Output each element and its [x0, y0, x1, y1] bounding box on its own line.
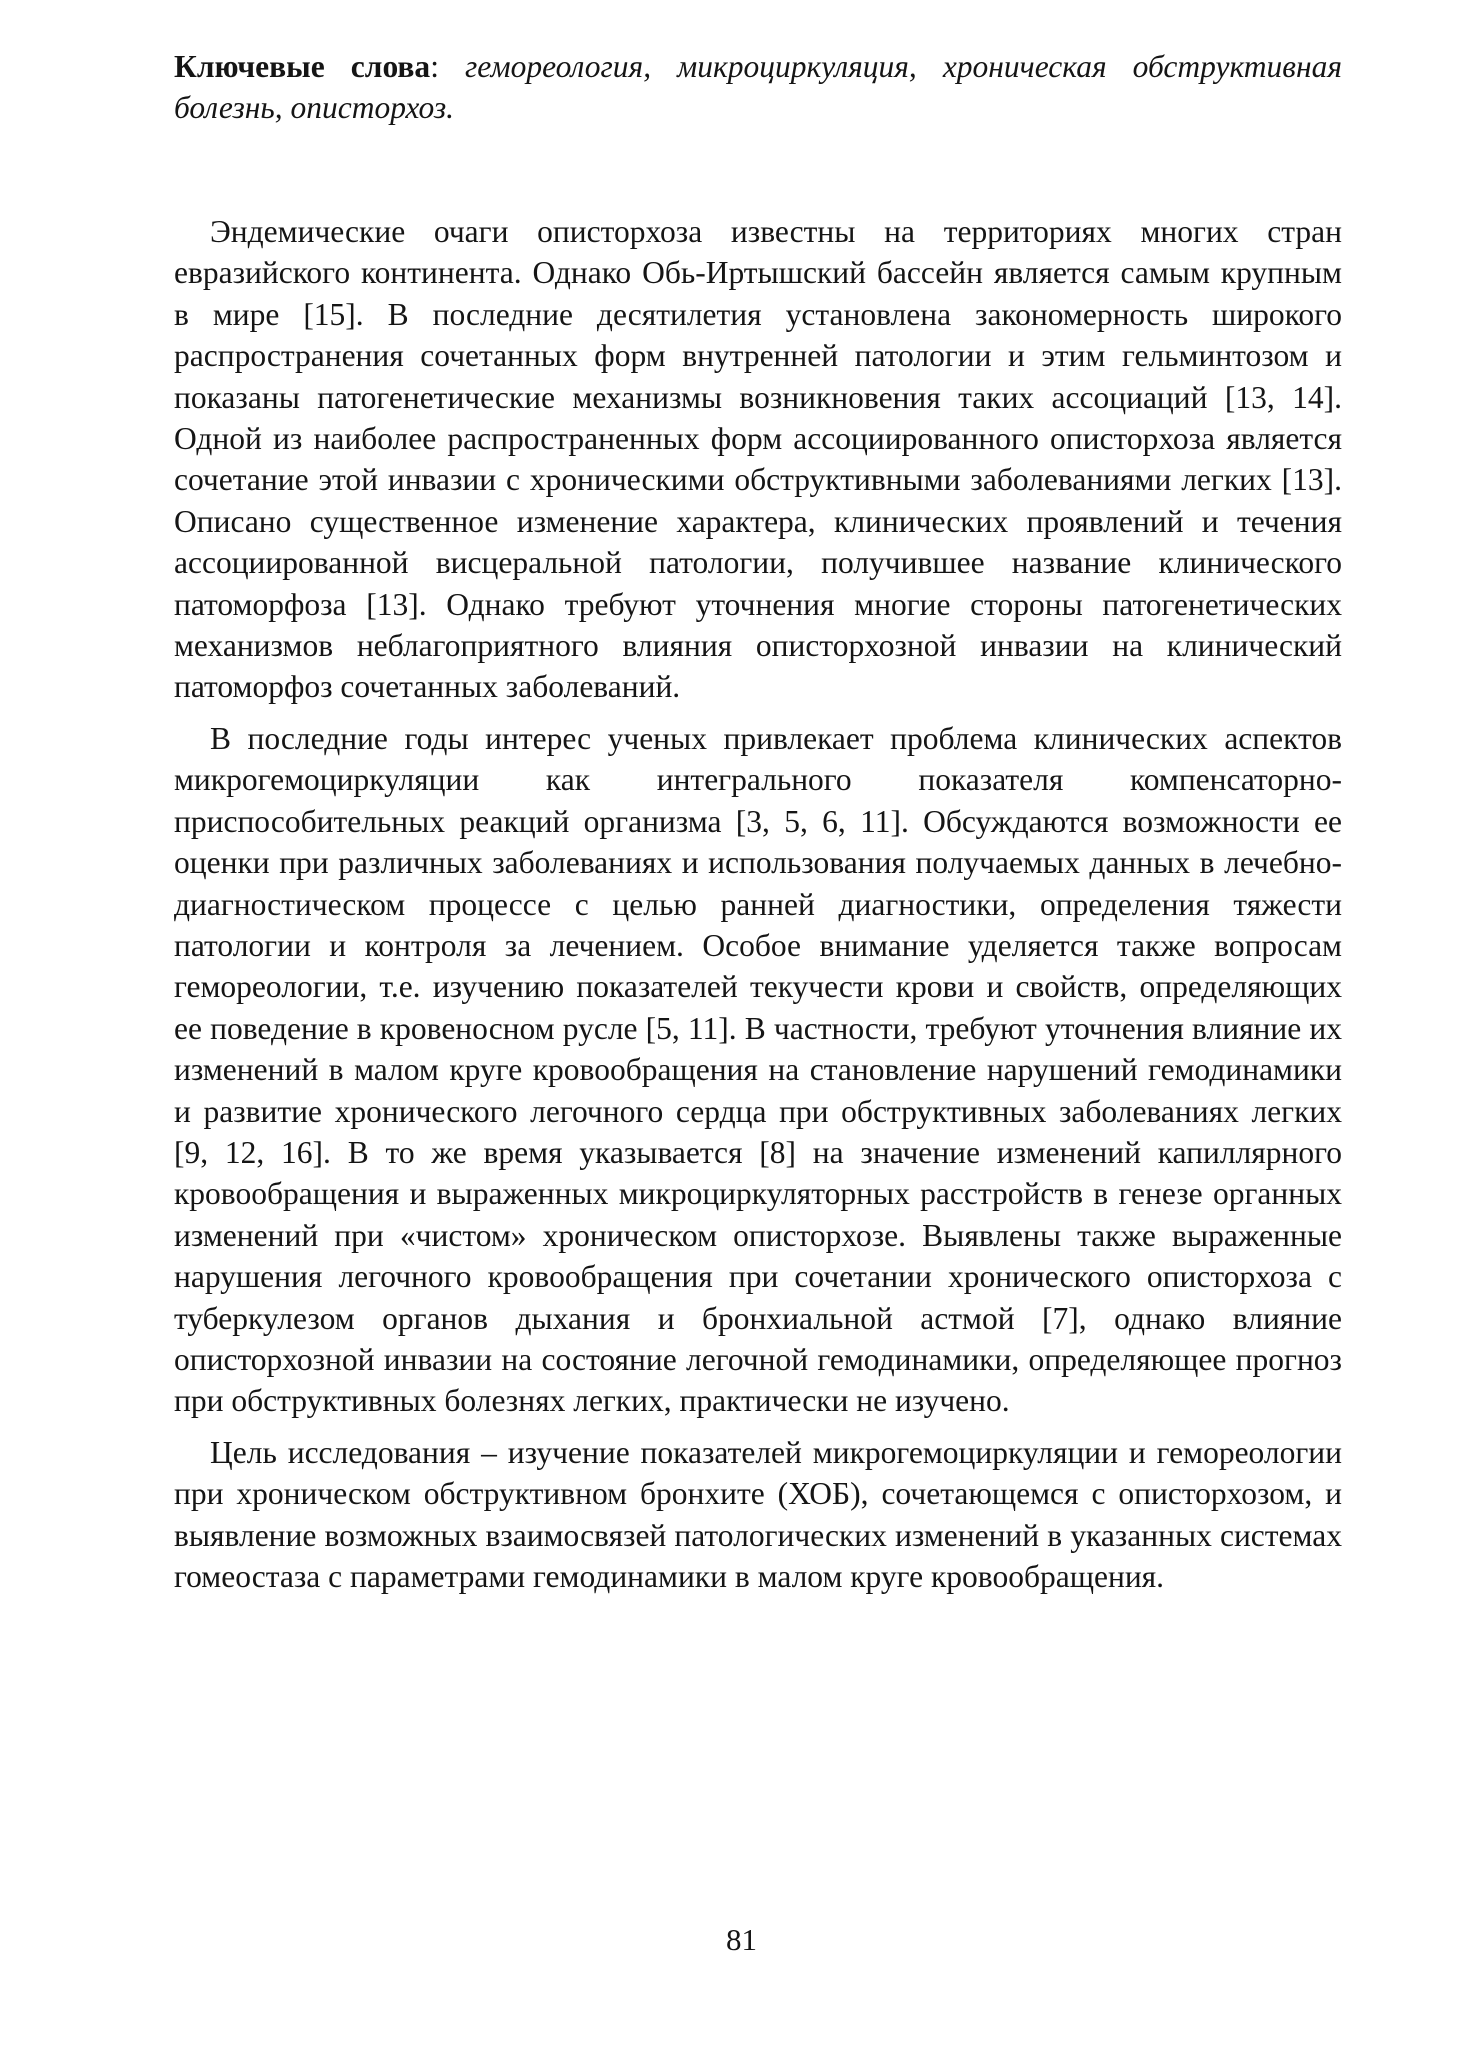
page-content: [174, 46, 1342, 1607]
paragraph-intro: Эндемические очаги описторхоза известны на территориях многих стран евразийского континента. Однако Обь-Иртышский бассейн является самым крупным в мире [15]. В последние десятилетия установлена закономерность широкого распространения сочетанных форм внутренней патологии и этим гельминтозом и показаны патогенетические механизмы возникновения таких ассоциаций [13, 14]. Одной из наиболее распространенных форм ассоциированного описторхоза является сочетание этой инвазии с хроническими обструктивными заболеваниями легких [13]. Описано существенное изменение характера, клинических проявлений и течения ассоциированной висцеральной патологии, получившее название клинического патоморфоза [13]. Однако требуют уточнения многие стороны патогенетических механизмов неблагоприятного влияния описторхозной инвазии на клинический патоморфоз сочетанных заболеваний.: [174, 214, 1342, 705]
body-text: [174, 211, 1342, 1597]
paragraph-aim: Цель исследования – изучение показателей микрогемоциркуляции и гемореологии при хроническом обструктивном бронхите (ХОБ), сочетающемся с описторхозом, и выявление возможных взаимосвязей патологических изменений в указанных системах гомеостаза с параметрами гемодинамики в малом круге кровообращения.: [174, 1434, 1342, 1594]
keywords-label: Ключевые слова: [174, 49, 431, 84]
keywords-separator: :: [430, 49, 466, 84]
paragraph-background: В последние годы интерес ученых привлекает проблема клинических аспектов микрогемоциркуляции как интегрального показателя компенсаторно-приспособительных реакций организма [3, 5, 6, 11]. Обсуждаются возможности ее оценки при различных заболеваниях и использования получаемых данных в лечебно-диагностическом процессе с целью ранней диагностики, определения тяжести патологии и контроля за лечением. Особое внимание уделяется также вопросам гемореологии, т.е. изучению показателей текучести крови и свойств, определяющих ее поведение в кровеносном русле [5, 11]. В частности, требуют уточнения влияние их изменений в малом круге кровообращения на становление нарушений гемодинамики и развитие хронического легочного сердца при обструктивных заболеваниях легких [9, 12, 16]. В то же время указывается [8] на значение изменений капиллярного кровообращения и выраженных микроциркуляторных расстройств в генезе органных изменений при «чистом» хроническом описторхозе. Выявлены также выраженные нарушения легочного кровообращения при сочетании хронического описторхоза с туберкулезом органов дыхания и бронхиальной астмой [7], однако влияние описторхозной инвазии на состояние легочной гемодинамики, определяющее прогноз при обструктивных болезнях легких, практически не изучено.: [174, 720, 1342, 1419]
keywords-line: [174, 46, 1342, 128]
keywords-terms: гемореология, микроциркуляция, хроническая обструктивная болезнь, описторхоз.: [174, 49, 1342, 125]
page-number: 81: [726, 1922, 757, 1957]
